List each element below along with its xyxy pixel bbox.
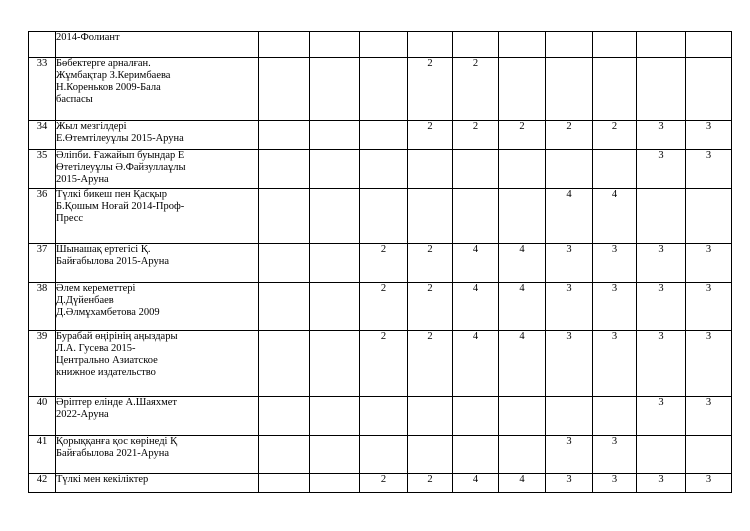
table-row <box>29 397 732 436</box>
quantity-cell <box>593 32 637 58</box>
quantity-cell: 3 <box>637 331 686 397</box>
quantity-cell <box>310 150 360 189</box>
row-number: 41 <box>29 436 56 474</box>
quantity-cell <box>259 189 310 244</box>
quantity-cell: 3 <box>637 244 686 283</box>
quantity-cell <box>310 283 360 331</box>
quantity-cell <box>453 397 499 436</box>
quantity-cell <box>310 244 360 283</box>
quantity-cell <box>310 474 360 493</box>
book-title-cell: Бөбектерге арналған. Жұмбақтар З.Керимбаева Н.Кореньков 2009-Бала баспасы <box>56 58 259 121</box>
quantity-cell: 3 <box>593 244 637 283</box>
quantity-cell: 4 <box>593 189 637 244</box>
quantity-cell <box>259 32 310 58</box>
quantity-cell: 4 <box>453 244 499 283</box>
quantity-cell <box>686 32 732 58</box>
quantity-cell <box>546 32 593 58</box>
quantity-cell: 2 <box>408 121 453 150</box>
quantity-cell: 2 <box>408 331 453 397</box>
quantity-cell <box>453 189 499 244</box>
row-number: 38 <box>29 283 56 331</box>
quantity-cell <box>360 436 408 474</box>
quantity-cell: 3 <box>686 121 732 150</box>
quantity-cell <box>499 397 546 436</box>
quantity-cell <box>259 150 310 189</box>
quantity-cell <box>453 436 499 474</box>
book-title-cell: Қорыққанға қос көрінеді Қ Байғабылова 2021-Аруна <box>56 436 259 474</box>
quantity-cell <box>686 189 732 244</box>
quantity-cell: 3 <box>593 331 637 397</box>
quantity-cell <box>408 397 453 436</box>
quantity-cell <box>360 32 408 58</box>
table-row <box>29 474 732 493</box>
quantity-cell <box>259 244 310 283</box>
quantity-cell <box>499 189 546 244</box>
quantity-cell <box>310 58 360 121</box>
quantity-cell: 3 <box>593 474 637 493</box>
quantity-cell <box>637 189 686 244</box>
quantity-cell: 3 <box>546 244 593 283</box>
quantity-cell <box>259 121 310 150</box>
quantity-cell <box>408 436 453 474</box>
quantity-cell <box>408 32 453 58</box>
table-row <box>29 244 732 283</box>
quantity-cell <box>453 32 499 58</box>
quantity-cell: 2 <box>499 121 546 150</box>
table-row <box>29 58 732 121</box>
quantity-cell: 4 <box>499 474 546 493</box>
table-row <box>29 121 732 150</box>
quantity-cell: 3 <box>686 474 732 493</box>
quantity-cell <box>686 58 732 121</box>
quantity-cell: 4 <box>499 283 546 331</box>
quantity-cell: 2 <box>408 474 453 493</box>
quantity-cell <box>360 150 408 189</box>
quantity-cell <box>360 58 408 121</box>
quantity-cell <box>637 58 686 121</box>
quantity-cell: 2 <box>408 58 453 121</box>
quantity-cell <box>360 397 408 436</box>
quantity-cell <box>310 331 360 397</box>
row-number <box>29 32 56 58</box>
row-number: 33 <box>29 58 56 121</box>
table-row <box>29 436 732 474</box>
quantity-cell: 3 <box>686 283 732 331</box>
book-title-cell: Әліпби. Ғажайып буындар Е Өтетілеуұлы Ә.Файзуллаұлы 2015-Аруна <box>56 150 259 189</box>
quantity-cell <box>310 397 360 436</box>
quantity-cell: 3 <box>637 121 686 150</box>
quantity-cell <box>593 397 637 436</box>
book-title-cell: Жыл мезгілдері Е.Өтемтілеуұлы 2015-Аруна <box>56 121 259 150</box>
quantity-cell <box>546 58 593 121</box>
table-row <box>29 331 732 397</box>
quantity-cell <box>408 150 453 189</box>
row-number: 39 <box>29 331 56 397</box>
quantity-cell: 3 <box>546 283 593 331</box>
quantity-cell: 4 <box>546 189 593 244</box>
quantity-cell <box>499 32 546 58</box>
quantity-cell <box>310 436 360 474</box>
quantity-cell: 3 <box>593 436 637 474</box>
row-number: 36 <box>29 189 56 244</box>
quantity-cell: 3 <box>637 283 686 331</box>
quantity-cell: 3 <box>686 244 732 283</box>
quantity-cell: 4 <box>453 283 499 331</box>
quantity-cell <box>259 436 310 474</box>
quantity-cell: 3 <box>546 331 593 397</box>
quantity-cell: 2 <box>453 58 499 121</box>
book-title-cell: Бурабай өңірінің аңыздары Л.А. Гусева 2015- Центрально Азиатское книжное издательство <box>56 331 259 397</box>
quantity-cell: 4 <box>499 244 546 283</box>
quantity-cell: 3 <box>637 397 686 436</box>
quantity-cell <box>259 58 310 121</box>
quantity-cell: 4 <box>453 331 499 397</box>
quantity-cell <box>310 32 360 58</box>
quantity-cell <box>408 189 453 244</box>
table-row <box>29 189 732 244</box>
quantity-cell: 2 <box>546 121 593 150</box>
quantity-cell <box>637 32 686 58</box>
row-number: 37 <box>29 244 56 283</box>
quantity-cell: 3 <box>686 331 732 397</box>
row-number: 34 <box>29 121 56 150</box>
book-title-cell: 2014-Фолиант <box>56 32 259 58</box>
quantity-cell: 4 <box>499 331 546 397</box>
book-title-cell: Түлкі бикеш пен Қасқыр Б.Қошым Ноғай 2014-Проф- Пресс <box>56 189 259 244</box>
quantity-cell <box>546 397 593 436</box>
row-number: 40 <box>29 397 56 436</box>
quantity-cell <box>259 331 310 397</box>
book-title-cell: Әріптер елінде А.Шаяхмет 2022-Аруна <box>56 397 259 436</box>
quantity-cell: 3 <box>593 283 637 331</box>
table-row <box>29 283 732 331</box>
quantity-cell <box>310 189 360 244</box>
quantity-cell <box>259 283 310 331</box>
book-title-cell: Түлкі мен кекіліктер <box>56 474 259 493</box>
quantity-cell <box>259 397 310 436</box>
quantity-cell: 2 <box>408 283 453 331</box>
quantity-cell: 3 <box>686 397 732 436</box>
quantity-cell: 3 <box>637 150 686 189</box>
quantity-cell <box>499 58 546 121</box>
quantity-cell: 3 <box>686 150 732 189</box>
row-number: 42 <box>29 474 56 493</box>
quantity-cell <box>310 121 360 150</box>
quantity-cell: 2 <box>360 244 408 283</box>
table-row <box>29 150 732 189</box>
quantity-cell <box>499 150 546 189</box>
quantity-cell: 2 <box>360 283 408 331</box>
row-number: 35 <box>29 150 56 189</box>
book-title-cell: Әлем кереметтері Д.Дүйенбаев Д.Әлмұхамбетова 2009 <box>56 283 259 331</box>
quantity-cell <box>259 474 310 493</box>
quantity-cell <box>499 436 546 474</box>
table-body <box>29 32 732 493</box>
quantity-cell <box>360 189 408 244</box>
quantity-cell: 4 <box>453 474 499 493</box>
quantity-cell <box>360 121 408 150</box>
quantity-cell: 3 <box>637 474 686 493</box>
quantity-cell: 2 <box>360 474 408 493</box>
quantity-cell: 2 <box>453 121 499 150</box>
book-title-cell: Шынашақ ертегісі Қ. Байғабылова 2015-Аруна <box>56 244 259 283</box>
quantity-cell: 2 <box>593 121 637 150</box>
quantity-cell <box>453 150 499 189</box>
quantity-cell: 2 <box>408 244 453 283</box>
quantity-cell <box>686 436 732 474</box>
quantity-cell: 3 <box>546 474 593 493</box>
books-table <box>28 31 732 493</box>
quantity-cell <box>546 150 593 189</box>
quantity-cell <box>637 436 686 474</box>
quantity-cell: 2 <box>360 331 408 397</box>
quantity-cell <box>593 58 637 121</box>
table-row <box>29 32 732 58</box>
quantity-cell <box>593 150 637 189</box>
quantity-cell: 3 <box>546 436 593 474</box>
